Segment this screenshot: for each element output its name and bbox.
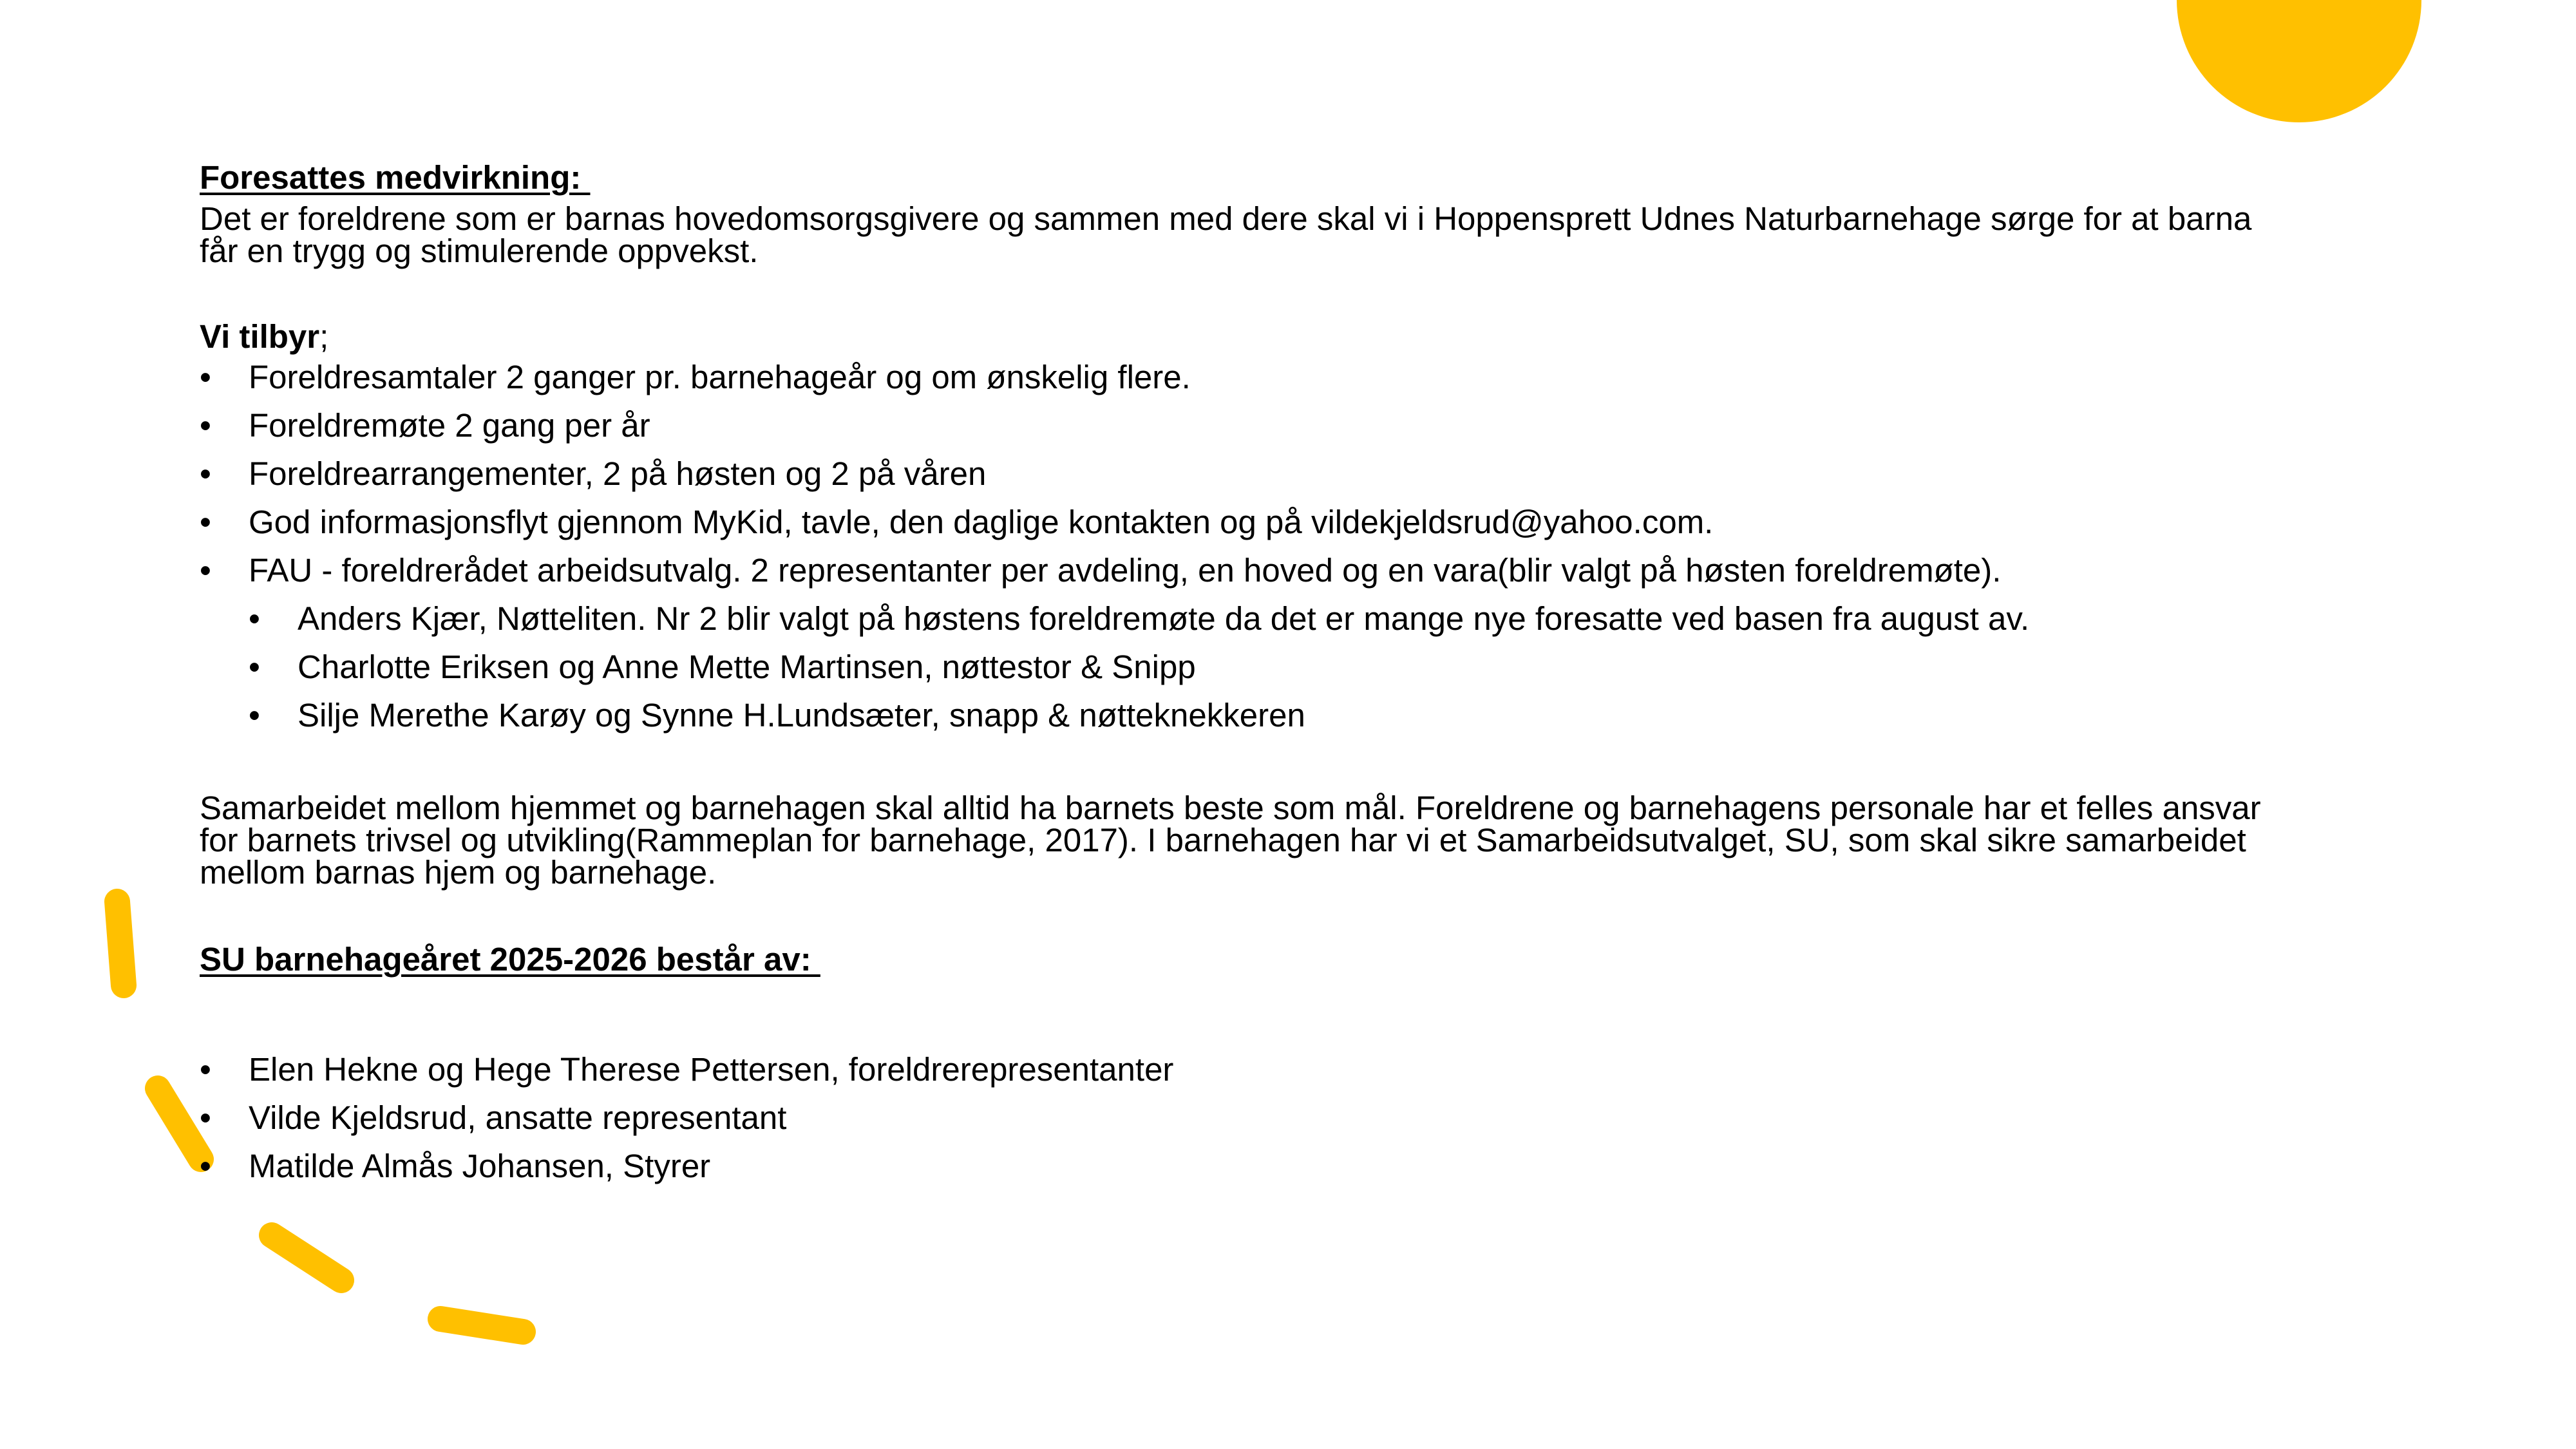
bullet-icon: • [200, 504, 211, 540]
su-member-text: Vilde Kjeldsrud, ansatte representant [249, 1099, 787, 1136]
list-item [200, 1094, 2402, 1142]
intro-line-1: Det er foreldrene som er barnas hovedomsorgsgivere og sammen med dere skal vi i Hoppensprett Udnes Naturbarnehage sørge for at barna [200, 200, 2252, 237]
su-member-text: Elen Hekne og Hege Therese Pettersen, foreldrerepresentanter [249, 1051, 1174, 1088]
cooperation-line-1: Samarbeidet mellom hjemmet og barnehagen skal alltid ha barnets beste som mål. Foreldrene og barnehagens personale har et felles ansvar [200, 790, 2261, 826]
list-item [200, 401, 2402, 450]
arc-dash-3 [272, 1235, 341, 1280]
intro-line-2: får en trygg og stimulerende oppvekst. [200, 232, 759, 269]
bullet-icon: • [200, 1099, 211, 1136]
bullet-icon: • [200, 1051, 211, 1088]
list-item [200, 450, 2402, 498]
fau-member-text: Anders Kjær, Nøtteliten. Nr 2 blir valgt på høstens foreldremøte da det er mange nye foresatte ved basen fra august av. [298, 600, 2030, 637]
arc-dash-2 [158, 1088, 201, 1159]
sub-list-item [200, 643, 2402, 691]
offer-item-text: FAU - foreldrerådet arbeidsutvalg. 2 representanter per avdeling, en hoved og en vara(blir valgt på høsten foreldremøte). [249, 552, 2002, 589]
offer-title-suffix: ; [319, 318, 329, 355]
bullet-icon: • [200, 1148, 211, 1184]
bullet-icon: • [249, 649, 260, 685]
list-item [200, 1142, 2402, 1190]
list-item [200, 498, 2402, 546]
slide-content [200, 161, 2402, 1190]
su-member-list [200, 1045, 2402, 1190]
section-heading-parent-involvement: Foresattes medvirkning: [200, 159, 591, 196]
offer-item-text: Foreldresamtaler 2 ganger pr. barnehageår og om ønskelig flere. [249, 359, 1191, 395]
su-member-text: Matilde Almås Johansen, Styrer [249, 1148, 711, 1184]
yellow-circle-decoration [2177, 0, 2421, 122]
intro-paragraph [200, 200, 2402, 269]
fau-member-text: Silje Merethe Karøy og Synne H.Lundsæter, snapp & nøtteknekkeren [298, 697, 1305, 734]
sub-list-item [200, 594, 2402, 643]
offer-item-text: God informasjonsflyt gjennom MyKid, tavle, den daglige kontakten og på vildekjeldsrud@yahoo.com. [249, 504, 1714, 540]
offer-item-text: Foreldrearrangementer, 2 på høsten og 2 på våren [249, 455, 987, 492]
offer-item-text: Foreldremøte 2 gang per år [249, 407, 650, 444]
bullet-icon: • [200, 359, 211, 395]
offer-list [200, 353, 2402, 739]
arc-dash-4 [440, 1319, 523, 1332]
bullet-icon: • [200, 455, 211, 492]
offer-title [200, 320, 2402, 353]
bullet-icon: • [200, 407, 211, 444]
cooperation-paragraph [200, 792, 2402, 889]
list-item [200, 546, 2402, 594]
cooperation-line-2: for barnets trivsel og utvikling(Rammeplan for barnehage, 2017). I barnehagen har vi et Samarbeidsutvalget, SU, som skal sikre samarbeidet [200, 822, 2246, 858]
sub-list-item [200, 691, 2402, 739]
list-item [200, 353, 2402, 401]
list-item [200, 1045, 2402, 1094]
bullet-icon: • [200, 552, 211, 589]
section-heading-su: SU barnehageåret 2025-2026 består av: [200, 941, 820, 978]
cooperation-line-3: mellom barnas hjem og barnehage. [200, 854, 717, 891]
arc-dash-1 [117, 902, 124, 985]
bullet-icon: • [249, 600, 260, 637]
fau-member-text: Charlotte Eriksen og Anne Mette Martinsen, nøttestor & Snipp [298, 649, 1196, 685]
offer-title-bold: Vi tilbyr [200, 318, 320, 355]
bullet-icon: • [249, 697, 260, 734]
